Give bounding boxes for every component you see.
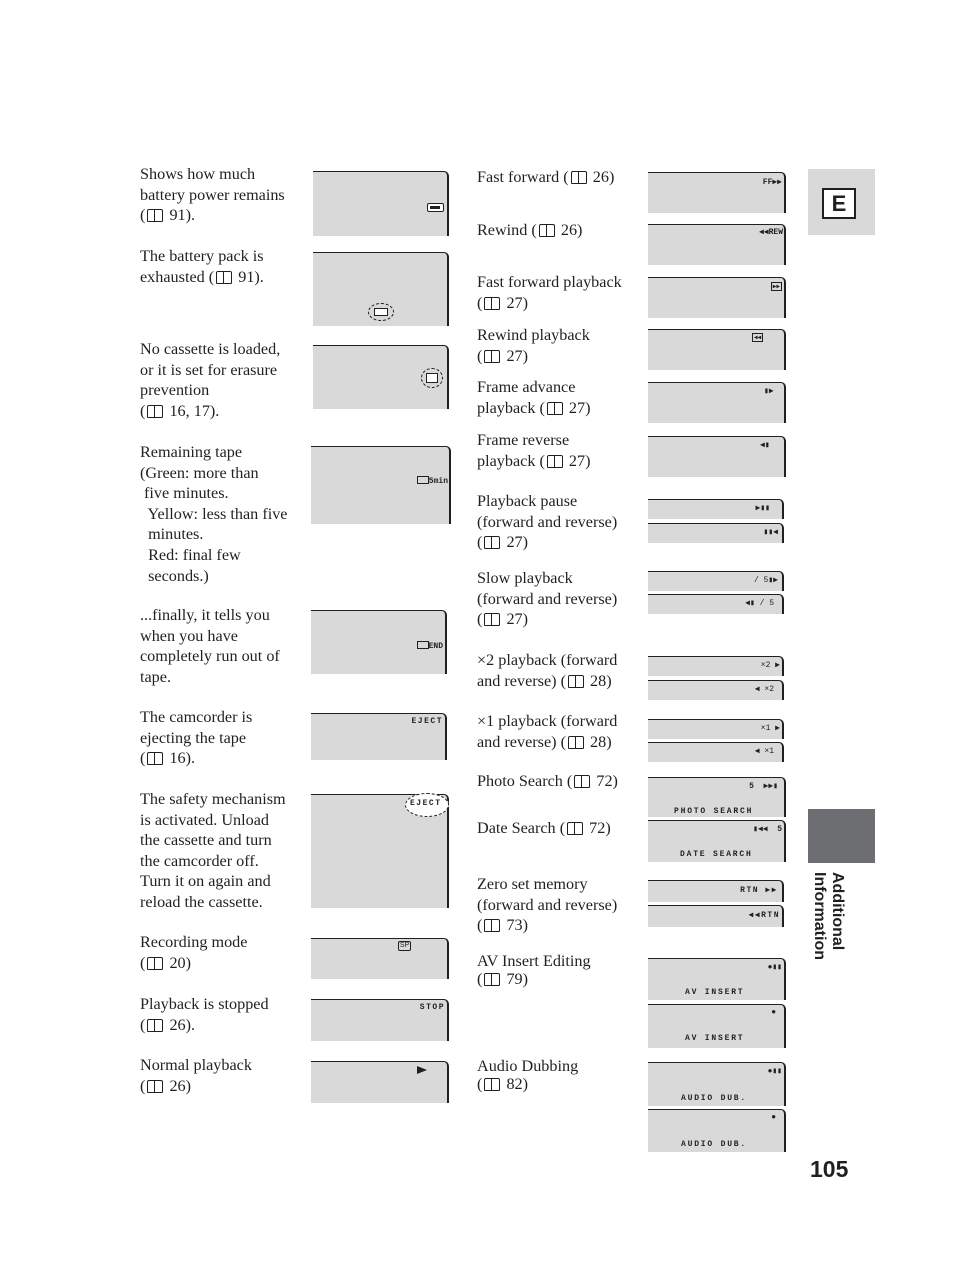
- screen-rtn-rev: [648, 905, 784, 927]
- page-number: 105: [810, 1156, 849, 1182]
- desc-ejecting: The camcorder is ejecting the tape ( 16).: [140, 708, 253, 768]
- desc-no-cassette: No cassette is loaded, or it is set for erasure prevention ( 16, 17).: [140, 340, 281, 420]
- book-icon: [147, 1019, 163, 1031]
- book-icon: [567, 822, 583, 834]
- cassette-icon: [417, 476, 429, 484]
- book-icon: [571, 171, 587, 183]
- eject-indicator: EJECT: [411, 717, 443, 726]
- ff-indicator: FF▶▶: [762, 178, 782, 187]
- screen-battery-level: [313, 171, 449, 236]
- desc-x2-playback: ×2 playback (forward and reverse) ( 28): [477, 651, 618, 690]
- pause-fwd-indicator: ▶▮▮: [755, 504, 770, 513]
- date-search-number: ▮◀◀ 5: [753, 825, 782, 834]
- screen-slow-rev: [648, 594, 784, 614]
- screen-rew-playback: [648, 329, 786, 370]
- desc-audio-dubbing: Audio Dubbing ( 82): [477, 1057, 579, 1093]
- screen-pause-rev: [648, 523, 784, 543]
- desc-playback-pause: Playback pause (forward and reverse) ( 27): [477, 492, 618, 552]
- rew-indicator: ◀◀REW: [758, 228, 783, 237]
- desc-zero-set: Zero set memory (forward and reverse) ( 73): [477, 875, 618, 935]
- book-icon: [568, 736, 584, 748]
- screen-ff-playback: [648, 277, 786, 318]
- screen-battery-exhausted: [313, 252, 449, 326]
- dub-rec-indicator: ●: [771, 1113, 776, 1122]
- book-icon: [484, 919, 500, 931]
- desc-playback-stopped: Playback is stopped ( 26).: [140, 995, 269, 1034]
- language-tab: [808, 169, 875, 235]
- screen-normal-playback: [311, 1061, 449, 1103]
- screen-x2-rev: [648, 680, 784, 700]
- rtn-fwd-indicator: RTN ▶▶: [740, 886, 778, 895]
- book-icon: [147, 752, 163, 764]
- book-icon: [147, 1080, 163, 1092]
- desc-photo-search: Photo Search ( 72): [477, 772, 618, 790]
- desc-av-insert: AV Insert Editing ( 79): [477, 952, 591, 988]
- screen-tape-remaining: [311, 446, 451, 524]
- book-icon: [147, 957, 163, 969]
- desc-recording-mode: Recording mode ( 20): [140, 933, 248, 972]
- sp-indicator: SP: [399, 942, 410, 949]
- screen-safety: [311, 794, 449, 908]
- slow-rev-indicator: ◀▮ / 5: [745, 599, 774, 608]
- tape-end-indicator: END: [397, 632, 443, 660]
- battery-icon: [427, 203, 444, 212]
- screen-eject: [311, 713, 447, 760]
- battery-empty-blink-icon: [368, 303, 394, 321]
- eject-blink-indicator: EJECT: [405, 793, 449, 817]
- cassette-icon: [417, 641, 429, 649]
- desc-frame-advance: Frame advance playback ( 27): [477, 378, 591, 417]
- screen-no-cassette: [313, 345, 449, 409]
- audio-dub-label: AUDIO DUB.: [681, 1094, 748, 1103]
- screen-photo-search: [648, 777, 786, 817]
- screen-rtn-fwd: [648, 880, 784, 902]
- audio-dub-label: AUDIO DUB.: [681, 1140, 748, 1149]
- screen-stop: [311, 999, 449, 1041]
- language-letter: E: [822, 188, 856, 219]
- book-icon: [484, 613, 500, 625]
- book-icon: [484, 1078, 500, 1090]
- desc-frame-reverse: Frame reverse playback ( 27): [477, 431, 591, 470]
- screen-audio-dub-rec: [648, 1109, 786, 1152]
- desc-slow-playback: Slow playback (forward and reverse) ( 27): [477, 569, 618, 629]
- photo-search-number: 5 ▶▶▮: [749, 782, 778, 791]
- x2-rev-indicator: ◀ ×2: [754, 685, 774, 694]
- desc-fast-forward: Fast forward ( 26): [477, 168, 615, 186]
- screen-slow-fwd: [648, 571, 784, 591]
- screen-recording-mode: [311, 938, 449, 979]
- desc-remaining-tape: Remaining tape (Green: more than five minutes. Yellow: less than five minutes. Red: final few seconds.): [140, 443, 288, 585]
- av-insert-label: AV INSERT: [685, 988, 745, 997]
- book-icon: [484, 973, 500, 985]
- desc-battery-level: Shows how much battery power remains ( 91).: [140, 165, 285, 225]
- book-icon: [216, 271, 232, 283]
- screen-audio-dub-pause: [648, 1062, 786, 1106]
- screen-av-insert-pause: [648, 958, 786, 1000]
- av-pause-indicator: ●▮▮: [767, 963, 782, 972]
- screen-x1-fwd: [648, 719, 784, 739]
- desc-safety: The safety mechanism is activated. Unload the cassette and turn the camcorder off. Turn it on again and reload the cassette.: [140, 790, 286, 911]
- book-icon: [539, 224, 555, 236]
- book-icon: [147, 209, 163, 221]
- photo-search-label: PHOTO SEARCH: [674, 807, 754, 816]
- book-icon: [547, 455, 563, 467]
- av-rec-indicator: ●: [771, 1008, 776, 1017]
- frame-advance-indicator: ▮▶: [764, 387, 774, 396]
- desc-battery-exhausted: The battery pack is exhausted ( 91).: [140, 247, 264, 286]
- screen-ff: [648, 172, 786, 213]
- slow-fwd-indicator: / 5▮▶: [753, 576, 778, 585]
- rew-playback-indicator: ◀◀: [754, 334, 762, 341]
- desc-normal-playback: Normal playback ( 26): [140, 1056, 252, 1095]
- screen-rew: [648, 224, 786, 265]
- desc-tape-end: ...finally, it tells you when you have completely run out of tape.: [140, 606, 280, 686]
- av-insert-label: AV INSERT: [685, 1034, 745, 1043]
- desc-rewind: Rewind ( 26): [477, 221, 583, 239]
- cassette-blink-icon: [421, 368, 443, 388]
- screen-frame-advance: [648, 382, 786, 423]
- frame-reverse-indicator: ◀▮: [760, 441, 770, 450]
- x2-fwd-indicator: ×2 ▶: [760, 661, 780, 670]
- stop-indicator: STOP: [419, 1003, 445, 1012]
- section-label: Additional Information: [811, 872, 846, 960]
- x1-fwd-indicator: ×1 ▶: [760, 724, 780, 733]
- screen-frame-reverse: [648, 436, 786, 477]
- date-search-label: DATE SEARCH: [680, 850, 753, 859]
- screen-x1-rev: [648, 742, 784, 762]
- book-icon: [574, 775, 590, 787]
- desc-ff-playback: Fast forward playback ( 27): [477, 273, 622, 312]
- screen-date-search: [648, 820, 786, 862]
- ff-playback-indicator: ▶▶: [772, 283, 780, 290]
- book-icon: [484, 536, 500, 548]
- screen-pause-fwd: [648, 499, 784, 519]
- x1-rev-indicator: ◀ ×1: [754, 747, 774, 756]
- book-icon: [484, 297, 500, 309]
- desc-date-search: Date Search ( 72): [477, 819, 611, 837]
- play-icon: [417, 1066, 427, 1074]
- book-icon: [568, 675, 584, 687]
- book-icon: [484, 350, 500, 362]
- screen-av-insert-rec: [648, 1004, 786, 1048]
- screen-x2-fwd: [648, 656, 784, 676]
- desc-x1-playback: ×1 playback (forward and reverse) ( 28): [477, 712, 618, 751]
- section-tab: [808, 809, 875, 863]
- tape-remaining-indicator: 5min: [398, 467, 448, 495]
- screen-tape-end: [311, 610, 447, 674]
- rtn-rev-indicator: ◀◀RTN: [748, 911, 780, 920]
- book-icon: [547, 402, 563, 414]
- dub-pause-indicator: ●▮▮: [767, 1067, 782, 1076]
- book-icon: [147, 405, 163, 417]
- pause-rev-indicator: ▮▮◀: [763, 528, 778, 537]
- desc-rew-playback: Rewind playback ( 27): [477, 326, 590, 365]
